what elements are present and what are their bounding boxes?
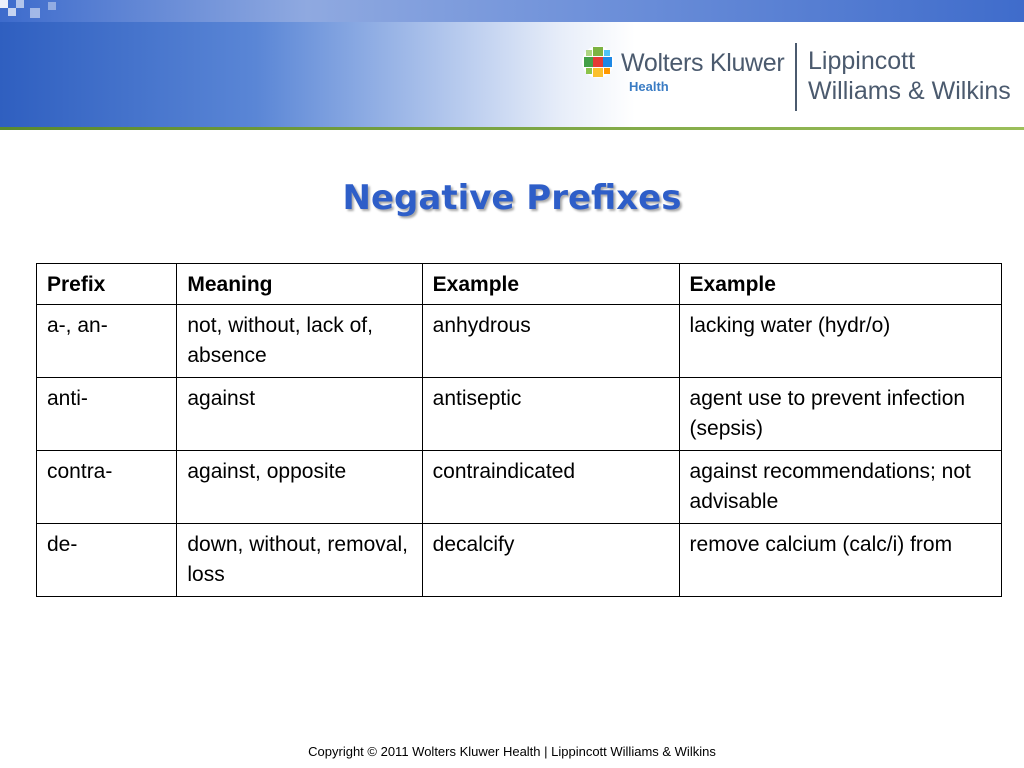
prefix-table: [36, 263, 1002, 597]
logo-partner-line1: Lippincott: [808, 47, 916, 75]
header-top-stripe: [0, 0, 1024, 22]
meaning-cell: not, without, lack of, absence: [177, 305, 422, 378]
slide-title: Negative Prefixes: [342, 178, 682, 218]
logo-sub-name: Health: [629, 79, 669, 94]
column-header-example: Example: [422, 264, 679, 305]
logo-partner-line2: Williams & Wilkins: [808, 77, 1011, 105]
decorative-square: [48, 2, 56, 10]
prefix-cell: anti-: [37, 378, 177, 451]
column-header-example-definition: Example: [679, 264, 1001, 305]
meaning-cell: against: [177, 378, 422, 451]
header-banner: [0, 0, 1024, 127]
wolters-kluwer-mosaic-icon: [581, 45, 615, 79]
column-header-meaning: Meaning: [177, 264, 422, 305]
table-header-row: [37, 264, 1002, 305]
decorative-square: [30, 8, 40, 18]
decorative-square: [8, 8, 16, 16]
example-cell: decalcify: [422, 524, 679, 597]
logo-divider: [795, 43, 797, 111]
column-header-prefix: Prefix: [37, 264, 177, 305]
example-cell: contraindicated: [422, 451, 679, 524]
table-row: [37, 524, 1002, 597]
table-row: [37, 305, 1002, 378]
definition-cell: against recommendations; not advisable: [679, 451, 1001, 524]
example-cell: antiseptic: [422, 378, 679, 451]
meaning-cell: against, opposite: [177, 451, 422, 524]
header-divider-line: [0, 127, 1024, 130]
prefix-cell: a-, an-: [37, 305, 177, 378]
prefix-cell: de-: [37, 524, 177, 597]
meaning-cell: down, without, removal, loss: [177, 524, 422, 597]
copyright-footer: Copyright © 2011 Wolters Kluwer Health | Lippincott Williams & Wilkins: [308, 744, 716, 759]
publisher-logo: [581, 43, 1021, 113]
definition-cell: lacking water (hydr/o): [679, 305, 1001, 378]
definition-cell: agent use to prevent infection (sepsis): [679, 378, 1001, 451]
table-row: [37, 451, 1002, 524]
table-row: [37, 378, 1002, 451]
decorative-square: [0, 0, 8, 8]
logo-brand-name: Wolters Kluwer: [621, 49, 785, 77]
definition-cell: remove calcium (calc/i) from: [679, 524, 1001, 597]
example-cell: anhydrous: [422, 305, 679, 378]
decorative-square: [16, 0, 24, 8]
prefix-cell: contra-: [37, 451, 177, 524]
